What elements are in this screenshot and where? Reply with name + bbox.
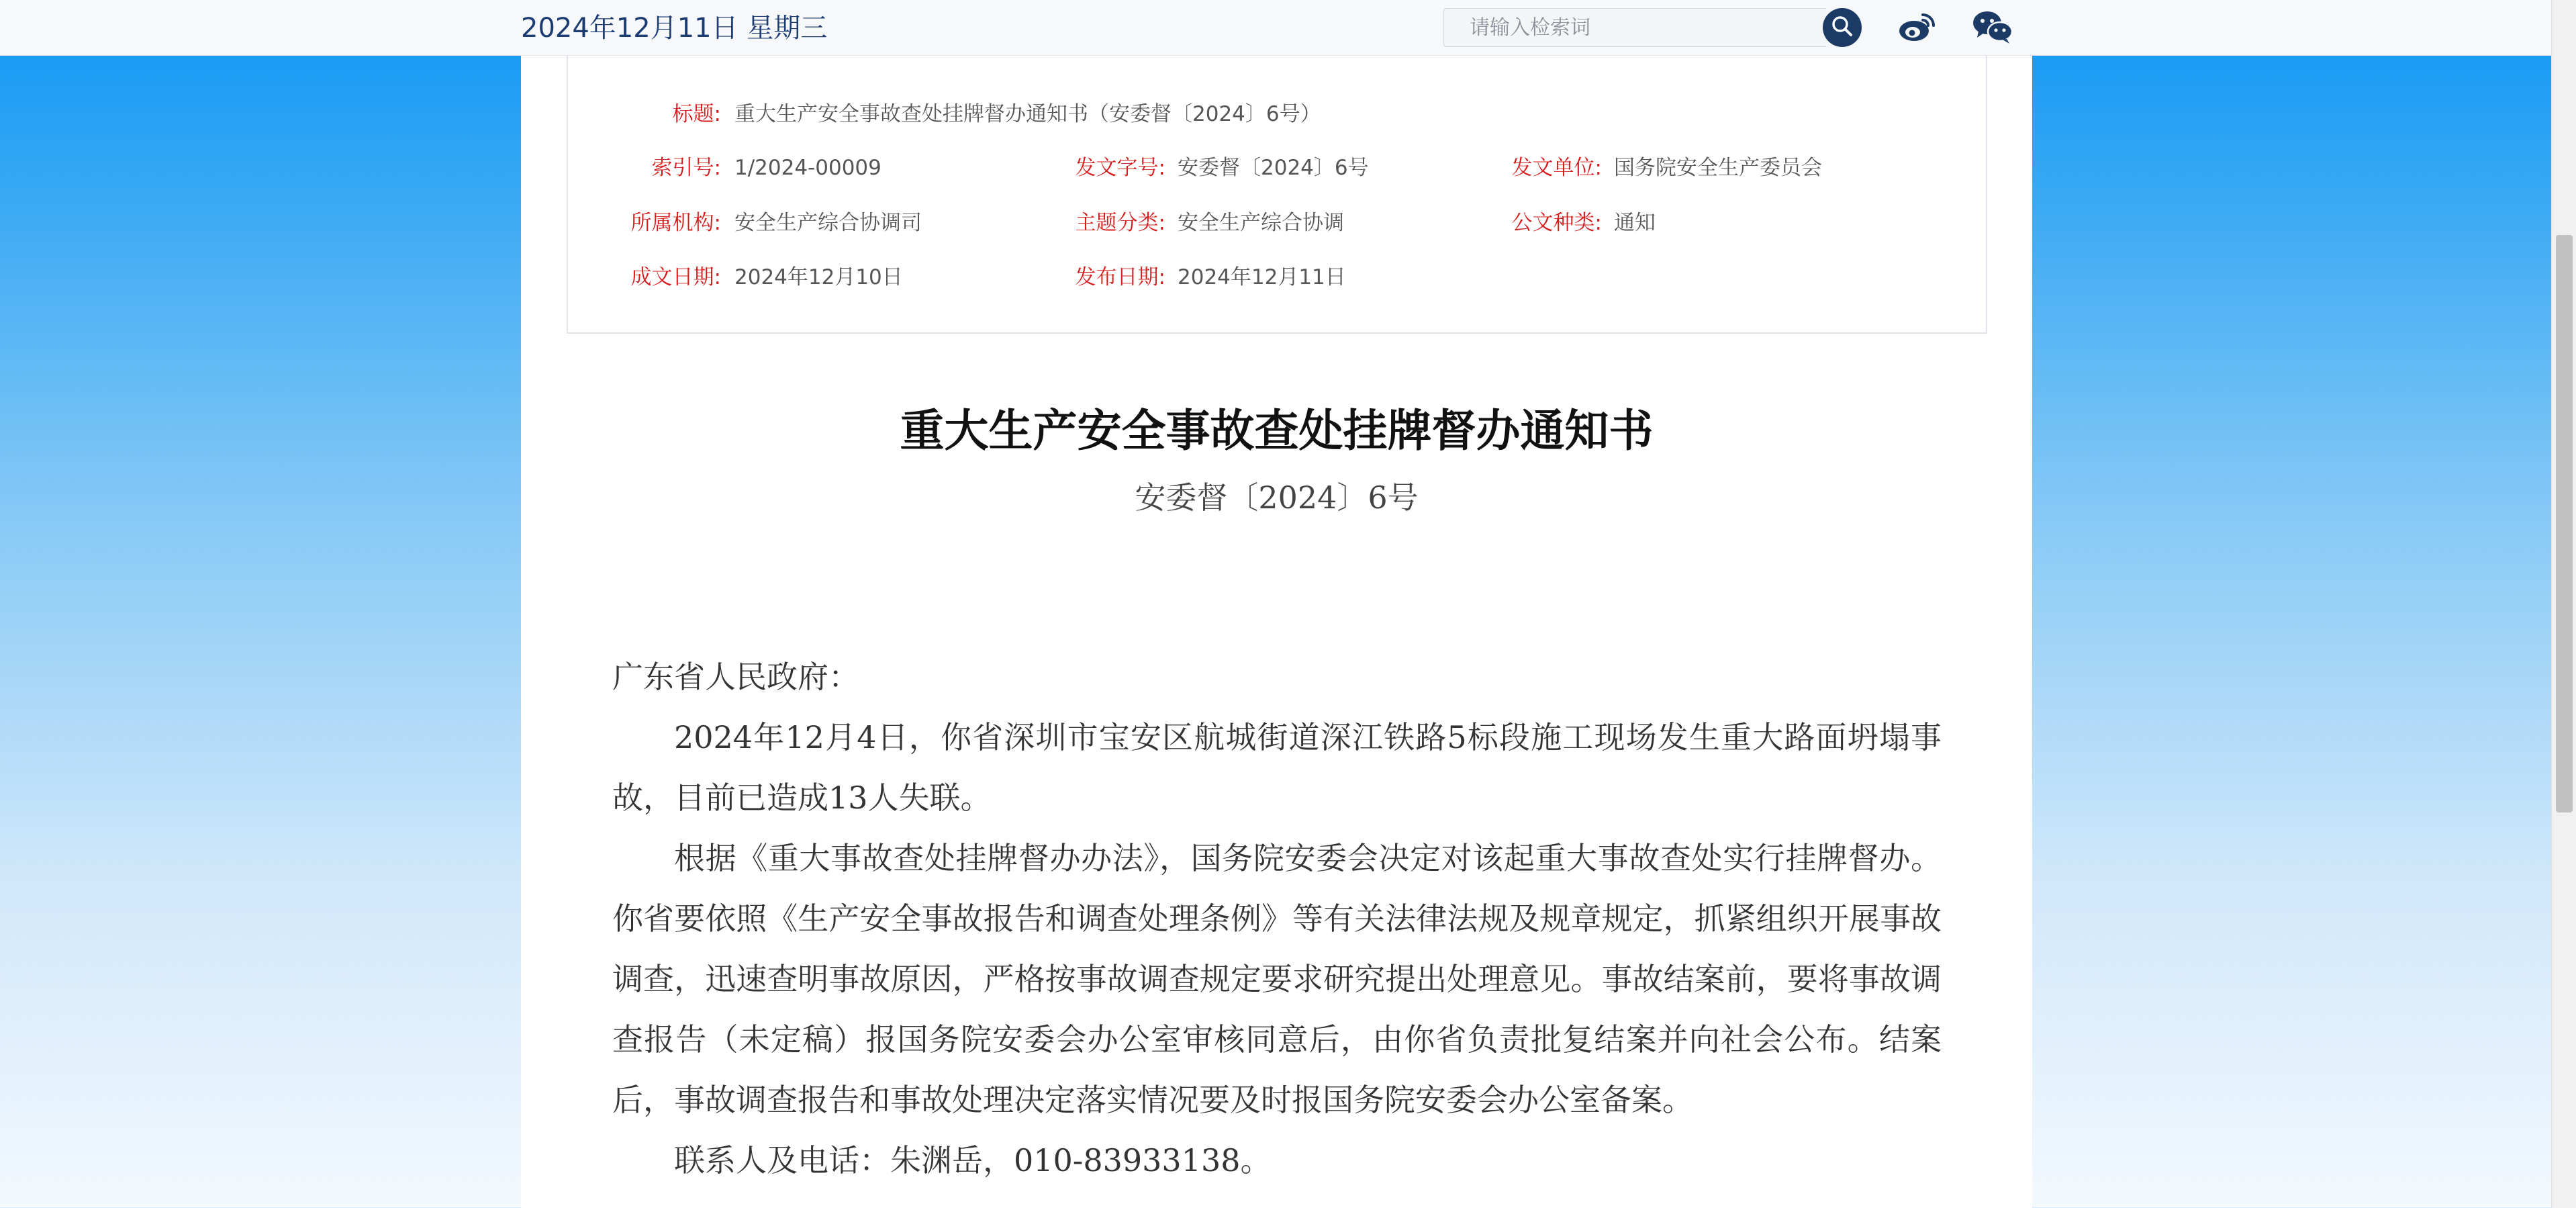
wechat-icon	[1972, 9, 2013, 47]
search-box	[1443, 8, 1866, 47]
type-label: 公文种类:	[1511, 211, 1602, 235]
search-button[interactable]	[1823, 8, 1862, 47]
wechat-link[interactable]	[1971, 9, 2014, 47]
document-number: 安委督〔2024〕6号	[1135, 479, 1419, 516]
top-bar	[0, 0, 2551, 56]
topic-label: 主题分类:	[1075, 211, 1165, 235]
search-input[interactable]	[1443, 8, 1826, 47]
issuer-value: 国务院安全生产委员会	[1614, 156, 1822, 180]
title-label: 标题:	[672, 102, 721, 126]
org-value: 安全生产综合协调司	[734, 211, 922, 235]
weibo-icon	[1897, 10, 1938, 46]
published-value: 2024年12月11日	[1178, 265, 1346, 289]
scrollbar-thumb[interactable]	[2556, 235, 2573, 812]
docno-label: 发文字号:	[1075, 156, 1165, 180]
body-paragraph: 根据《重大事故查处挂牌督办办法》，国务院安委会决定对该起重大事故查处实行挂牌督办。你省要依照《生产安全事故报告和调查处理条例》等有关法律法规及规章规定，抓紧组织开展事故调查，迅速查明事故原因，严格按事故调查规定要求研究提出处理意见。事故结案前，要将事故调查报告（未定稿）报国务院安委会办公室审核同意后，由你省负责批复结案并向社会公布。结案后，事故调查报告和事故处理决定落实情况要及时报国务院安委会办公室备案。	[612, 840, 1942, 1118]
title-value: 重大生产安全事故查处挂牌督办通知书（安委督〔2024〕6号）	[734, 102, 1321, 126]
docno-value: 安委督〔2024〕6号	[1178, 156, 1369, 180]
body-paragraph: 联系人及电话：朱渊岳，010-83933138。	[674, 1142, 1272, 1178]
created-label: 成文日期:	[630, 265, 721, 289]
document-title: 重大生产安全事故查处挂牌督办通知书	[900, 404, 1654, 457]
index-value: 1/2024-00009	[734, 156, 881, 180]
search-icon	[1831, 15, 1854, 40]
type-value: 通知	[1614, 211, 1656, 235]
body-paragraph: 2024年12月4日，你省深圳市宝安区航城街道深江铁路5标段施工现场发生重大路面坍塌事故，目前已造成13人失联。	[612, 719, 1942, 816]
document-body	[612, 647, 1942, 1191]
topic-value: 安全生产综合协调	[1178, 211, 1344, 235]
salutation: 广东省人民政府：	[612, 659, 859, 695]
published-label: 发布日期:	[1075, 265, 1165, 289]
weibo-link[interactable]	[1896, 9, 1939, 47]
current-date: 2024年12月11日 星期三	[521, 13, 828, 44]
created-value: 2024年12月10日	[734, 265, 903, 289]
org-label: 所属机构:	[630, 211, 721, 235]
index-label: 索引号:	[651, 156, 721, 180]
document-metadata	[567, 56, 1987, 334]
page-scrollbar[interactable]	[2551, 0, 2576, 1208]
issuer-label: 发文单位:	[1511, 156, 1602, 180]
content-panel	[521, 56, 2032, 1208]
